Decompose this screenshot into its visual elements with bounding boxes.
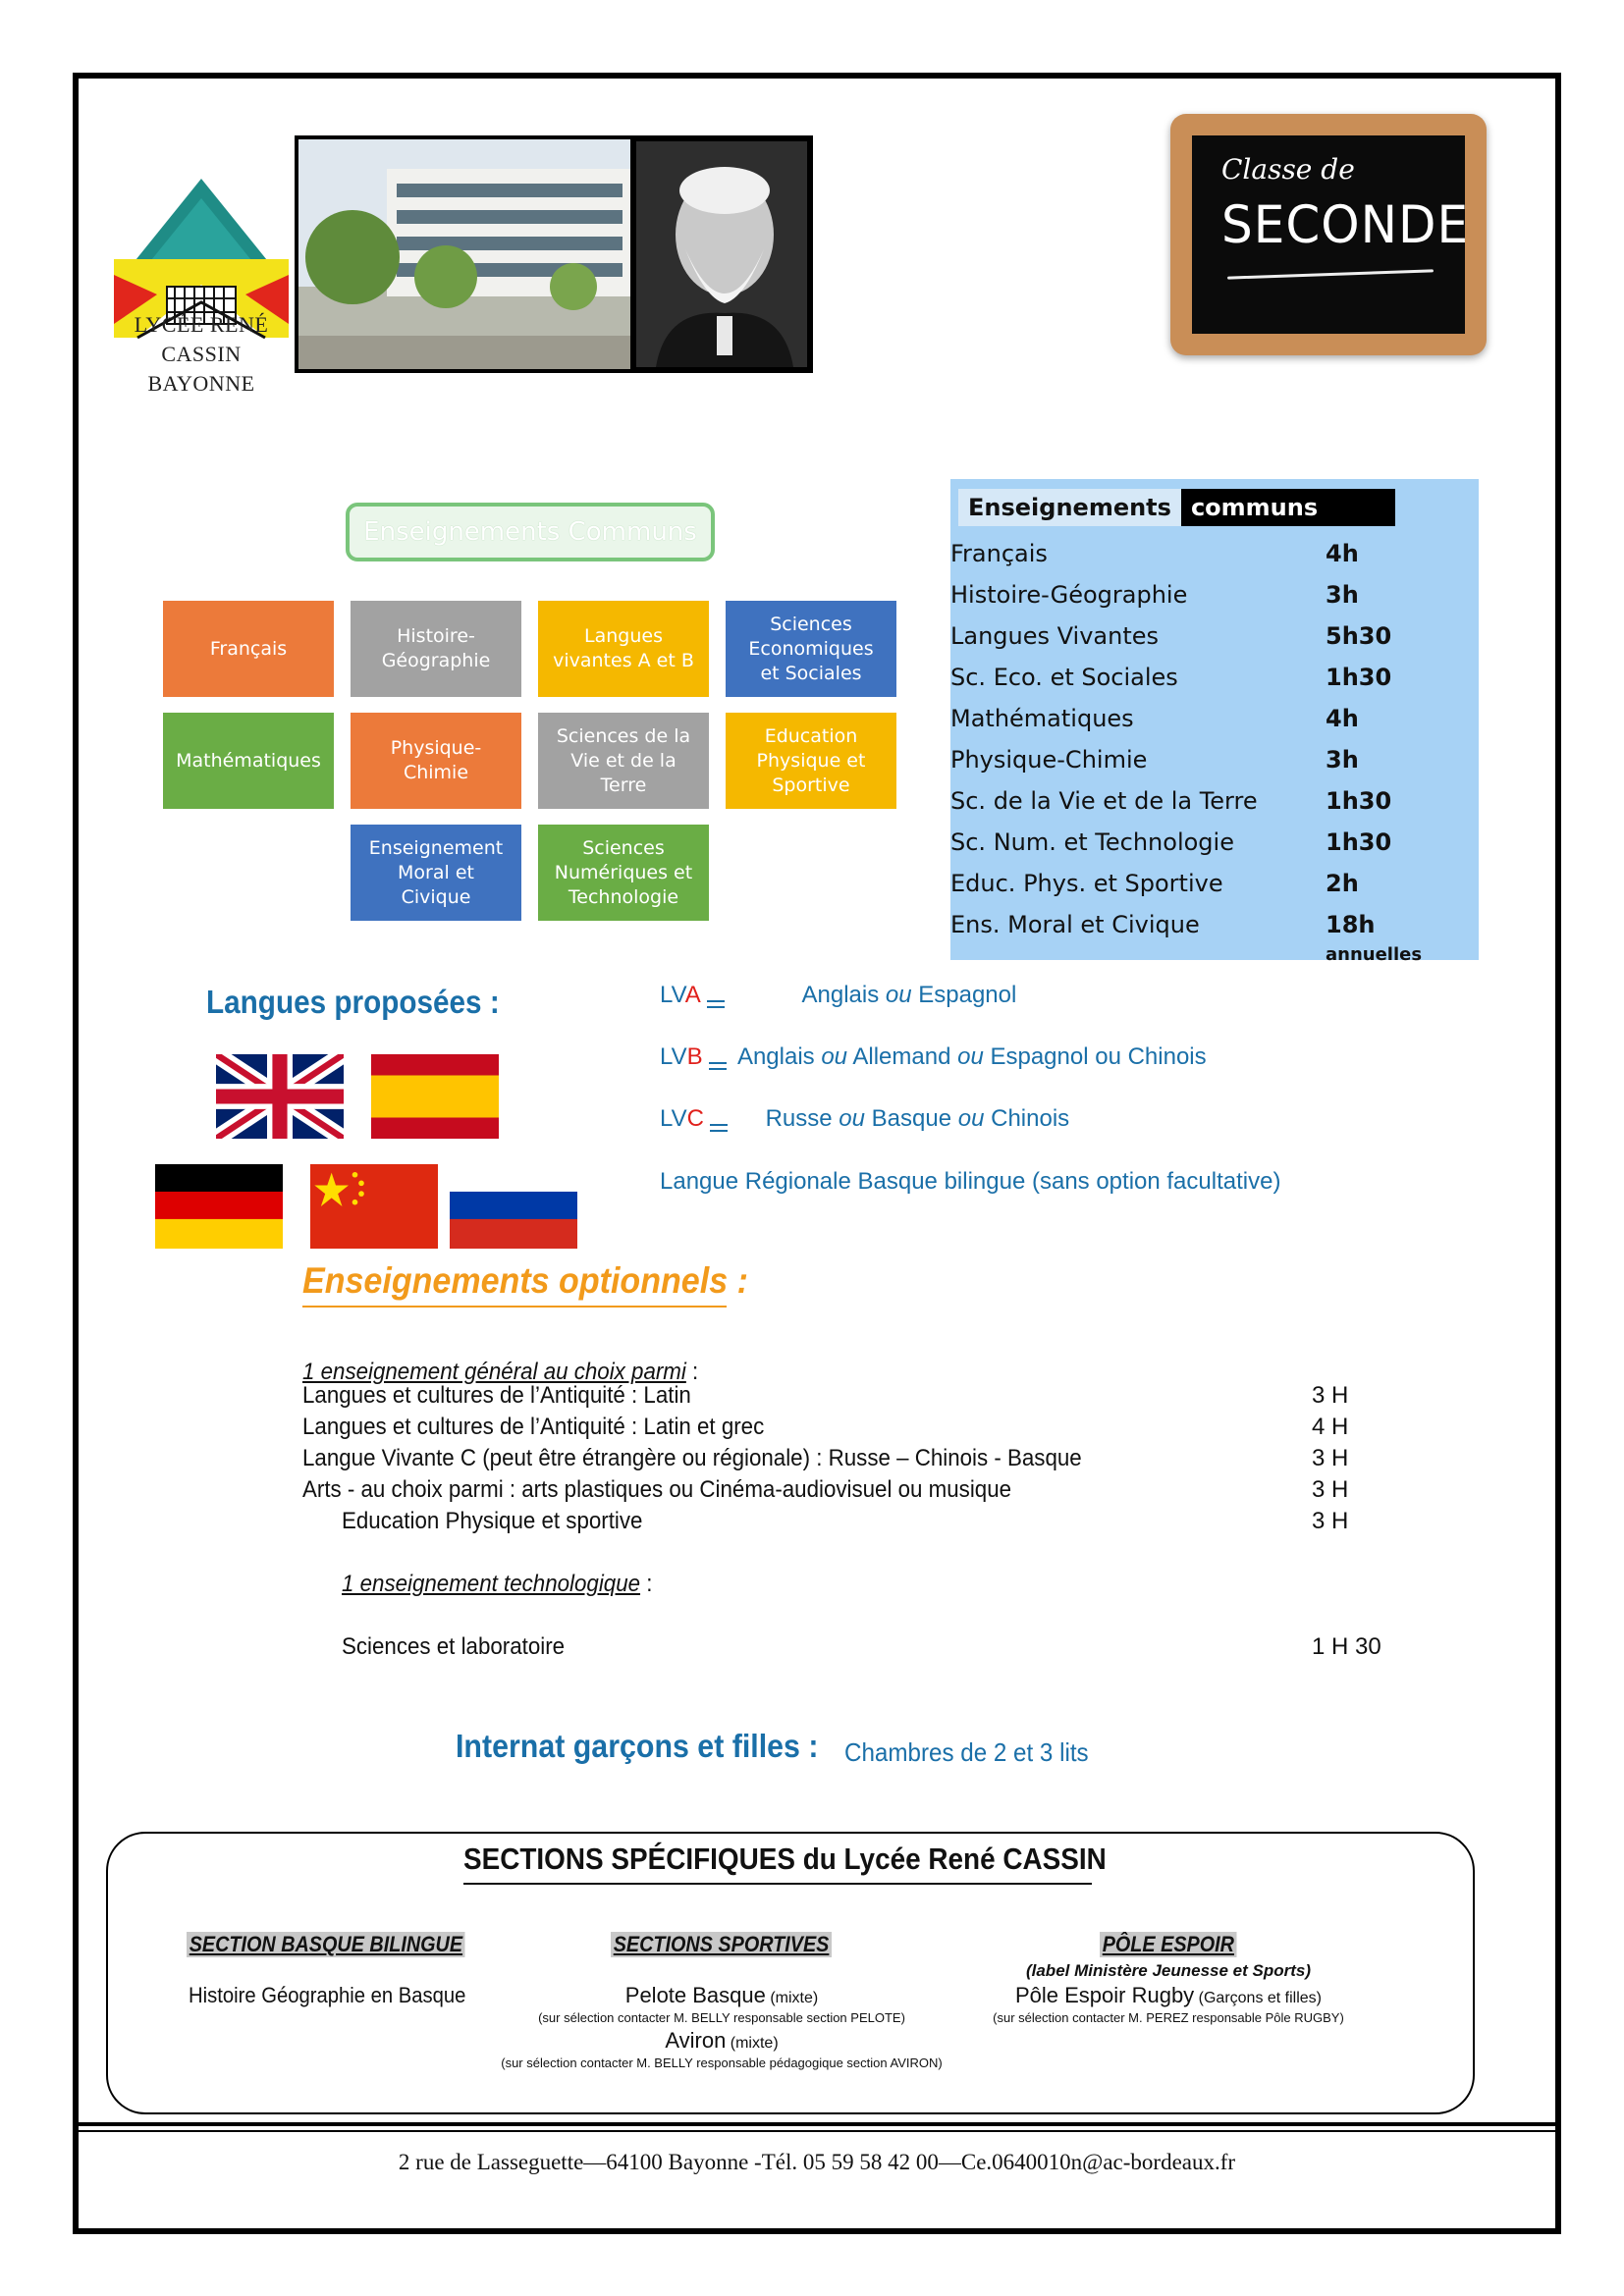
hours-row (950, 618, 1479, 660)
arrow-mark (709, 1062, 727, 1070)
hours-subject: Educ. Phys. et Sportive (950, 870, 1223, 897)
tile-francais: Français (163, 601, 334, 697)
sections-title: SECTIONS SPÉCIFIQUES du Lycée René CASSIN (463, 1842, 1107, 1876)
diagram-title: Enseignements Communs (346, 503, 715, 561)
arrow-mark (707, 1000, 725, 1008)
option-item: Education Physique et sportive (342, 1508, 643, 1534)
option-hours: 4 H (1312, 1414, 1349, 1440)
russia-flag-icon (450, 1164, 577, 1249)
lva-line: LVA Anglais ou Espagnol (660, 982, 1017, 1008)
hours-subject: Langues Vivantes (950, 622, 1159, 650)
hours-note: annuelles (1326, 944, 1423, 965)
lva-options: Anglais ou Espagnol (801, 982, 1017, 1008)
options-title: Enseignements optionnels : (302, 1260, 748, 1301)
tech-intro: 1 enseignement technologique : (342, 1571, 653, 1597)
tile-svt: Sciences de la Vie et de la Terre (538, 713, 709, 809)
tech-item: Sciences et laboratoire (342, 1633, 566, 1660)
logo-caption (98, 310, 304, 399)
hours-row (950, 742, 1479, 783)
pole-label: (label Ministère Jeunesse et Sports) (1025, 1961, 1312, 1980)
option-item: Arts - au choix parmi : arts plastiques ou Cinéma-audiovisuel ou musique (302, 1476, 1012, 1503)
options-title-underline (302, 1306, 727, 1308)
hours-value: 1h30 (1326, 828, 1392, 856)
option-hours: 3 H (1312, 1476, 1349, 1503)
footer-rule (79, 2122, 1555, 2132)
tile-mathematiques: Mathématiques (163, 713, 334, 809)
hours-value: 1h30 (1326, 787, 1392, 815)
hours-row (950, 825, 1479, 866)
hours-value: 5h30 (1326, 622, 1392, 650)
hours-table (950, 479, 1479, 965)
uk-flag-icon (216, 1054, 344, 1139)
option-hours: 3 H (1312, 1445, 1349, 1471)
general-intro: 1 enseignement général au choix parmi : (302, 1359, 699, 1385)
tile-physique-chimie: Physique- Chimie (351, 713, 521, 809)
chalk-underline (1227, 269, 1434, 279)
hours-row (950, 536, 1479, 577)
portrait-photo (630, 135, 813, 373)
germany-flag-icon (155, 1164, 283, 1249)
chalkboard (1170, 114, 1487, 355)
hours-row (950, 577, 1479, 618)
pole-note: (sur sélection contacter M. PEREZ responsable Pôle RUGBY) (993, 2010, 1344, 2025)
arrow-mark (710, 1124, 728, 1132)
hours-row (950, 660, 1479, 701)
hours-subject: Sc. Num. et Technologie (950, 828, 1234, 856)
hours-subject: Français (950, 540, 1048, 567)
aviron-line: Aviron (mixte) (665, 2028, 779, 2053)
hours-subject: Sc. Eco. et Sociales (950, 664, 1178, 691)
hours-subject: Ens. Moral et Civique (950, 911, 1200, 938)
internat-title: Internat garçons et filles : (456, 1728, 819, 1764)
sport-section-heading: SECTIONS SPORTIVES (611, 1932, 832, 1957)
basque-section-heading: SECTION BASQUE BILINGUE (187, 1932, 465, 1957)
pole-heading: PÔLE ESPOIR (1100, 1932, 1237, 1957)
hours-subject: Mathématiques (950, 705, 1134, 732)
hours-row (950, 701, 1479, 742)
hours-value: 1h30 (1326, 664, 1392, 691)
hours-value: 2h (1326, 870, 1359, 897)
pelote-line: Pelote Basque (mixte) (624, 1983, 819, 2007)
building-photo (295, 135, 634, 373)
hours-value: 3h (1326, 746, 1359, 774)
languages-title: Langues proposées : (206, 984, 500, 1020)
chalkboard-subtitle: Classe de (1221, 153, 1355, 186)
hours-subject: Sc. de la Vie et de la Terre (950, 787, 1258, 815)
tile-snt: Sciences Numériques et Technologie (538, 825, 709, 921)
tile-histoire-geographie: Histoire- Géographie (351, 601, 521, 697)
tile-emc: Enseignement Moral et Civique (351, 825, 521, 921)
internat-text: Chambres de 2 et 3 lits (844, 1737, 1089, 1767)
sections-title-underline (463, 1883, 1092, 1885)
footer-address: 2 rue de Lasseguette—64100 Bayonne -Tél. 05 59 58 42 00—Ce.0640010n@ac-bordeaux.fr (398, 2150, 1236, 2174)
logo-city: BAYONNE (147, 371, 255, 396)
china-flag-icon (310, 1164, 438, 1249)
logo-school-name: LYCÉE RENÉ CASSIN (134, 312, 269, 366)
regional-language: Langue Régionale Basque bilingue (sans option facultative) (660, 1168, 1281, 1195)
pole-line: Pôle Espoir Rugby (Garçons et filles) (1014, 1983, 1323, 2007)
hours-value: 3h (1326, 581, 1359, 609)
hours-table-header (958, 489, 1395, 526)
lvb-options: Anglais ou Allemand ou Espagnol ou Chinois (736, 1043, 1207, 1070)
hours-header-right: communs (1181, 489, 1395, 526)
lvc-options: Russe ou Basque ou Chinois (765, 1105, 1070, 1132)
basque-section-text: Histoire Géographie en Basque (189, 1983, 466, 2007)
tile-ses: Sciences Economiques et Sociales (726, 601, 896, 697)
hours-subject: Physique-Chimie (950, 746, 1148, 774)
option-item: Langues et cultures de l’Antiquité : Latin (302, 1382, 691, 1409)
hours-value: 18h annuelles (1326, 911, 1423, 965)
hours-row (950, 783, 1479, 825)
chalkboard-surface (1192, 135, 1470, 334)
option-item: Langues et cultures de l’Antiquité : Latin et grec (302, 1414, 765, 1440)
hours-subject: Histoire-Géographie (950, 581, 1188, 609)
option-item: Langue Vivante C (peut être étrangère ou régionale) : Russe – Chinois - Basque (302, 1445, 1082, 1471)
option-hours: 3 H (1312, 1382, 1349, 1409)
hours-row (950, 907, 1479, 965)
hours-row (950, 866, 1479, 907)
hours-value: 4h (1326, 705, 1359, 732)
lvb-line: LVB Anglais ou Allemand ou Espagnol ou Chinois (660, 1043, 1207, 1070)
lvc-line: LVC Russe ou Basque ou Chinois (660, 1105, 1070, 1132)
tile-eps: Education Physique et Sportive (726, 713, 896, 809)
hours-value: 4h (1326, 540, 1359, 567)
option-hours: 3 H (1312, 1508, 1349, 1534)
chalkboard-title: SECONDE (1221, 194, 1470, 255)
hours-header-left: Enseignements (958, 489, 1181, 526)
spain-flag-icon (371, 1054, 499, 1139)
pelote-note: (sur sélection contacter M. BELLY responsable section PELOTE) (538, 2010, 905, 2025)
tech-hours: 1 H 30 (1312, 1633, 1381, 1660)
aviron-note: (sur sélection contacter M. BELLY responsable pédagogique section AVIRON) (501, 2056, 943, 2070)
tile-langues-vivantes: Langues vivantes A et B (538, 601, 709, 697)
